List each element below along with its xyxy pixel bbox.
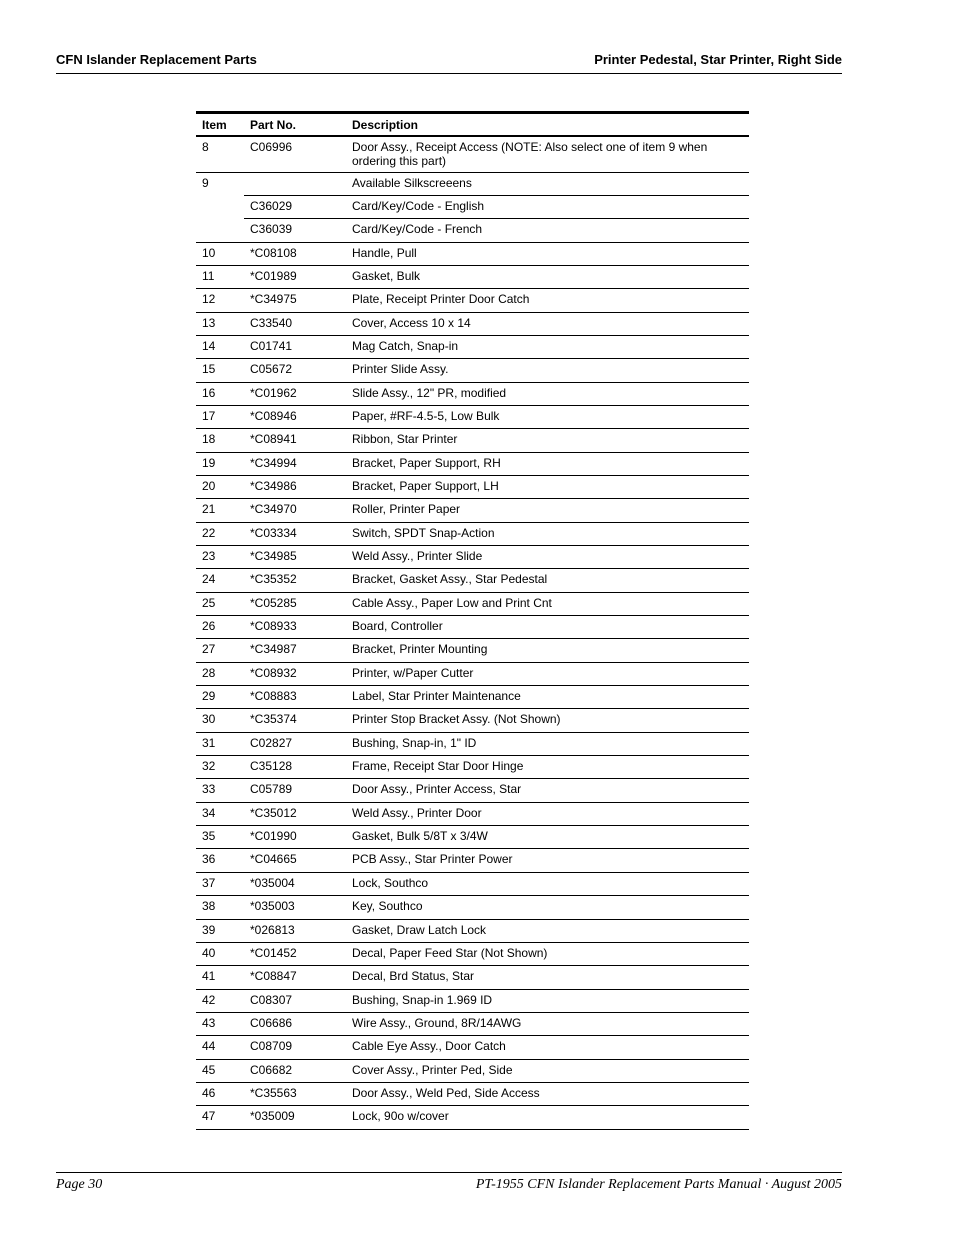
table-row — [196, 499, 749, 522]
cell-description: Card/Key/Code - English — [346, 195, 749, 218]
cell-part-no: *C01990 — [244, 826, 346, 849]
cell-item: 24 — [196, 569, 244, 592]
cell-item: 18 — [196, 429, 244, 452]
cell-part-no: C36029 — [244, 195, 346, 218]
cell-part-no — [244, 172, 346, 195]
parts-table — [196, 111, 749, 1130]
cell-part-no: *C35374 — [244, 709, 346, 732]
cell-part-no: *C08941 — [244, 429, 346, 452]
cell-item: 44 — [196, 1036, 244, 1059]
cell-description: Cable Assy., Paper Low and Print Cnt — [346, 592, 749, 615]
cell-item: 35 — [196, 826, 244, 849]
cell-description: Available Silkscreeens — [346, 172, 749, 195]
cell-part-no: *C35012 — [244, 802, 346, 825]
cell-item: 15 — [196, 359, 244, 382]
cell-description: Label, Star Printer Maintenance — [346, 686, 749, 709]
cell-part-no: C06686 — [244, 1012, 346, 1035]
table-row — [196, 966, 749, 989]
cell-part-no: *C01989 — [244, 265, 346, 288]
cell-item: 40 — [196, 942, 244, 965]
cell-item: 12 — [196, 289, 244, 312]
table-row — [196, 1059, 749, 1082]
cell-item: 47 — [196, 1106, 244, 1129]
cell-item: 28 — [196, 662, 244, 685]
table-row — [196, 709, 749, 732]
cell-description: Bracket, Paper Support, LH — [346, 475, 749, 498]
cell-description: Plate, Receipt Printer Door Catch — [346, 289, 749, 312]
table-row — [196, 1012, 749, 1035]
cell-item: 11 — [196, 265, 244, 288]
cell-item: 21 — [196, 499, 244, 522]
cell-item: 45 — [196, 1059, 244, 1082]
table-header-row — [196, 113, 749, 137]
cell-item: 27 — [196, 639, 244, 662]
cell-item: 8 — [196, 136, 244, 172]
cell-part-no: *C08108 — [244, 242, 346, 265]
page-footer — [56, 1172, 842, 1192]
cell-item: 34 — [196, 802, 244, 825]
cell-part-no: *C05285 — [244, 592, 346, 615]
column-header-item: Item — [196, 113, 244, 137]
cell-part-no: *035004 — [244, 872, 346, 895]
cell-part-no: *C01452 — [244, 942, 346, 965]
cell-description: Lock, Southco — [346, 872, 749, 895]
cell-item: 41 — [196, 966, 244, 989]
cell-item: 32 — [196, 756, 244, 779]
cell-description: Door Assy., Printer Access, Star — [346, 779, 749, 802]
table-row — [196, 522, 749, 545]
cell-part-no: *C34975 — [244, 289, 346, 312]
cell-description: PCB Assy., Star Printer Power — [346, 849, 749, 872]
cell-description: Bushing, Snap-in, 1" ID — [346, 732, 749, 755]
table-row — [196, 732, 749, 755]
cell-item: 9 — [202, 175, 209, 190]
table-row — [196, 662, 749, 685]
cell-description: Paper, #RF-4.5-5, Low Bulk — [346, 405, 749, 428]
cell-item: 37 — [196, 872, 244, 895]
table-row — [196, 335, 749, 358]
cell-part-no: C08709 — [244, 1036, 346, 1059]
cell-item: 38 — [196, 896, 244, 919]
cell-description: Weld Assy., Printer Door — [346, 802, 749, 825]
cell-item: 33 — [196, 779, 244, 802]
cell-description: Printer Stop Bracket Assy. (Not Shown) — [346, 709, 749, 732]
table-row — [196, 849, 749, 872]
page-header — [56, 52, 842, 74]
cell-description: Cable Eye Assy., Door Catch — [346, 1036, 749, 1059]
cell-description: Bracket, Gasket Assy., Star Pedestal — [346, 569, 749, 592]
cell-description: Decal, Paper Feed Star (Not Shown) — [346, 942, 749, 965]
cell-item: 30 — [196, 709, 244, 732]
table-row — [196, 405, 749, 428]
table-row — [196, 826, 749, 849]
table-row — [196, 475, 749, 498]
cell-part-no: C05672 — [244, 359, 346, 382]
table-row — [196, 756, 749, 779]
cell-part-no: *C35352 — [244, 569, 346, 592]
cell-item: 13 — [196, 312, 244, 335]
table-row — [196, 136, 749, 172]
cell-description: Roller, Printer Paper — [346, 499, 749, 522]
cell-item: 25 — [196, 592, 244, 615]
cell-description: Frame, Receipt Star Door Hinge — [346, 756, 749, 779]
cell-part-no: *C03334 — [244, 522, 346, 545]
cell-description: Ribbon, Star Printer — [346, 429, 749, 452]
table-row — [196, 452, 749, 475]
cell-part-no: C35128 — [244, 756, 346, 779]
table-row — [196, 919, 749, 942]
table-row — [196, 382, 749, 405]
cell-part-no: *C35563 — [244, 1082, 346, 1105]
table-row — [196, 359, 749, 382]
table-row — [196, 616, 749, 639]
table-row — [196, 942, 749, 965]
cell-description: Mag Catch, Snap-in — [346, 335, 749, 358]
cell-part-no: C33540 — [244, 312, 346, 335]
cell-description: Bracket, Printer Mounting — [346, 639, 749, 662]
cell-part-no: C08307 — [244, 989, 346, 1012]
table-row — [196, 429, 749, 452]
table-row — [196, 195, 749, 218]
cell-part-no: *C34970 — [244, 499, 346, 522]
cell-item: 42 — [196, 989, 244, 1012]
cell-part-no: *C04665 — [244, 849, 346, 872]
cell-description: Switch, SPDT Snap-Action — [346, 522, 749, 545]
cell-description: Slide Assy., 12" PR, modified — [346, 382, 749, 405]
cell-part-no: *C34994 — [244, 452, 346, 475]
cell-description: Wire Assy., Ground, 8R/14AWG — [346, 1012, 749, 1035]
cell-description: Handle, Pull — [346, 242, 749, 265]
cell-part-no: *C34986 — [244, 475, 346, 498]
cell-description: Door Assy., Receipt Access (NOTE: Also select one of item 9 when ordering this part) — [346, 136, 749, 172]
cell-item: 31 — [196, 732, 244, 755]
cell-description: Key, Southco — [346, 896, 749, 919]
cell-description: Bushing, Snap-in 1.969 ID — [346, 989, 749, 1012]
cell-part-no: *C01962 — [244, 382, 346, 405]
cell-description: Weld Assy., Printer Slide — [346, 546, 749, 569]
cell-item: 43 — [196, 1012, 244, 1035]
table-row — [196, 546, 749, 569]
cell-item: 26 — [196, 616, 244, 639]
cell-item: 22 — [196, 522, 244, 545]
cell-part-no: *C08932 — [244, 662, 346, 685]
cell-part-no: *C08883 — [244, 686, 346, 709]
page-number: Page 30 — [56, 1177, 103, 1192]
table-row — [196, 896, 749, 919]
table-row — [196, 686, 749, 709]
table-row — [196, 802, 749, 825]
table-row — [196, 779, 749, 802]
column-header-description: Description — [346, 113, 749, 137]
cell-description: Door Assy., Weld Ped, Side Access — [346, 1082, 749, 1105]
cell-item: 19 — [196, 452, 244, 475]
cell-item: 39 — [196, 919, 244, 942]
table-row — [196, 569, 749, 592]
cell-part-no: *026813 — [244, 919, 346, 942]
cell-description: Board, Controller — [346, 616, 749, 639]
table-row — [196, 242, 749, 265]
cell-item: 36 — [196, 849, 244, 872]
column-header-part-no: Part No. — [244, 113, 346, 137]
cell-item: 20 — [196, 475, 244, 498]
table-row — [196, 1106, 749, 1129]
cell-description: Cover, Access 10 x 14 — [346, 312, 749, 335]
header-left-title: CFN Islander Replacement Parts — [56, 52, 257, 67]
cell-part-no: C06996 — [244, 136, 346, 172]
cell-description: Printer, w/Paper Cutter — [346, 662, 749, 685]
table-row — [196, 312, 749, 335]
table-row — [196, 592, 749, 615]
cell-item: 23 — [196, 546, 244, 569]
table-row — [196, 289, 749, 312]
cell-description: Cover Assy., Printer Ped, Side — [346, 1059, 749, 1082]
header-right-title: Printer Pedestal, Star Printer, Right Side — [594, 52, 842, 67]
cell-description: Gasket, Draw Latch Lock — [346, 919, 749, 942]
cell-part-no: *C08847 — [244, 966, 346, 989]
cell-part-no: *C08933 — [244, 616, 346, 639]
cell-part-no: *C34987 — [244, 639, 346, 662]
table-row — [196, 1082, 749, 1105]
cell-part-no: C02827 — [244, 732, 346, 755]
table-row — [196, 989, 749, 1012]
cell-part-no: *035009 — [244, 1106, 346, 1129]
cell-part-no: C36039 — [244, 219, 346, 242]
table-row — [196, 639, 749, 662]
table-body — [196, 136, 749, 1129]
table-row — [196, 172, 749, 195]
manual-title: PT-1955 CFN Islander Replacement Parts Manual · August 2005 — [475, 1177, 842, 1192]
cell-item: 10 — [196, 242, 244, 265]
cell-description: Card/Key/Code - French — [346, 219, 749, 242]
cell-item: 16 — [196, 382, 244, 405]
table-row — [196, 219, 749, 242]
cell-description: Gasket, Bulk — [346, 265, 749, 288]
table-row — [196, 265, 749, 288]
cell-item — [196, 195, 244, 218]
table-row — [196, 872, 749, 895]
cell-description: Gasket, Bulk 5/8T x 3/4W — [346, 826, 749, 849]
cell-description: Lock, 90o w/cover — [346, 1106, 749, 1129]
cell-item: 29 — [196, 686, 244, 709]
cell-description: Decal, Brd Status, Star — [346, 966, 749, 989]
table-row — [196, 1036, 749, 1059]
cell-part-no: C06682 — [244, 1059, 346, 1082]
cell-description: Printer Slide Assy. — [346, 359, 749, 382]
cell-description: Bracket, Paper Support, RH — [346, 452, 749, 475]
cell-part-no: *035003 — [244, 896, 346, 919]
cell-item: 14 — [196, 335, 244, 358]
cell-part-no: *C34985 — [244, 546, 346, 569]
cell-item: 17 — [196, 405, 244, 428]
cell-part-no: *C08946 — [244, 405, 346, 428]
cell-item: 46 — [196, 1082, 244, 1105]
cell-part-no: C05789 — [244, 779, 346, 802]
cell-item — [196, 219, 244, 242]
cell-part-no: C01741 — [244, 335, 346, 358]
